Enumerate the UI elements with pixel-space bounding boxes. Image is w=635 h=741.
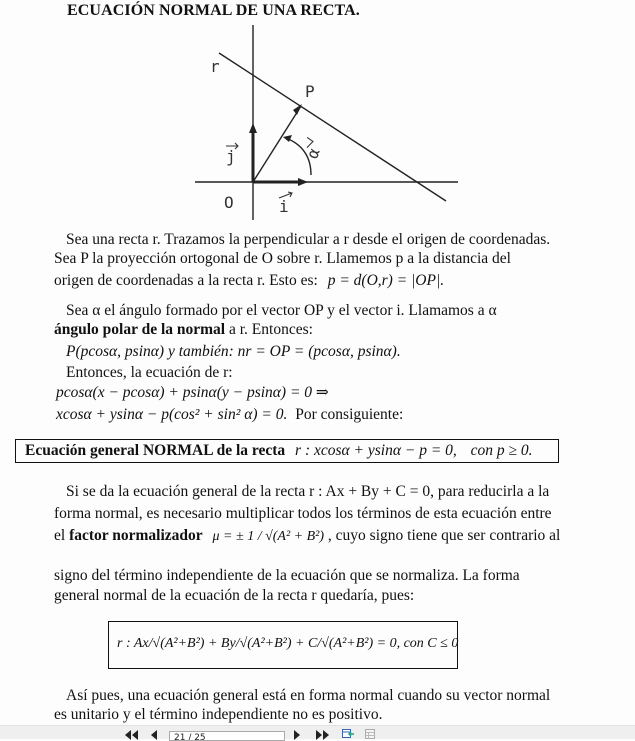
box2-formula: r : Ax/√(A²+B²) + By/√(A²+B²) + C/√(A²+B²) = 0, con C ≤ 0 xyxy=(117,636,459,651)
p2-line2-bold: ángulo polar de la normal xyxy=(54,321,226,338)
next-page-icon xyxy=(294,730,300,740)
fit-page-button[interactable] xyxy=(342,729,354,738)
p4-line3 xyxy=(54,527,560,567)
p4-line4: signo del término independiente de la ecuación que se normaliza. La forma xyxy=(54,567,520,584)
vector-diagram xyxy=(0,0,635,230)
p4-line2: forma normal, es necesario multiplicar todos los términos de esta ecuación entre xyxy=(54,505,552,522)
p2-line2-rest: a r. Entonces: xyxy=(228,321,313,338)
arrow-OP xyxy=(293,104,302,115)
first-page-icon-part xyxy=(132,730,138,740)
arrow-j xyxy=(249,123,257,133)
p3-line3-tail: Por consiguiente: xyxy=(295,406,404,423)
first-page-icon xyxy=(125,730,131,740)
box1-label: Ecuación general NORMAL de la recta xyxy=(25,442,286,459)
p4-line3-formula: μ = ± 1 / √(A² + B²) xyxy=(212,529,325,544)
p2-line2 xyxy=(54,321,313,339)
page-number-input[interactable]: 21 / 25 xyxy=(169,731,285,741)
label-alpha: α xyxy=(302,145,324,162)
p4-line1: Si se da la ecuación general de la recta r : Ax + By + C = 0, para reducirla a la xyxy=(66,483,550,500)
p1-line3 xyxy=(54,272,444,290)
box1-formula: r : xcosα + ysinα − p = 0, xyxy=(295,442,457,459)
p3-line3 xyxy=(56,406,403,424)
p1-line3-formula: p = d(O,r) = |OP|. xyxy=(327,272,445,289)
last-page-icon-part xyxy=(323,730,329,740)
p4-line3-pre: el xyxy=(54,527,66,544)
p1-line2: Sea P la proyección ortogonal de O sobre r. Llamemos p a la distancia del xyxy=(54,250,511,267)
label-i: i xyxy=(279,197,289,216)
arrow-i xyxy=(298,178,308,186)
p2-line3: P(pcosα, psinα) y también: nr = OP = (pcosα, psinα). xyxy=(66,343,401,360)
p3-line2: pcosα(x − pcosα) + psinα(y − psinα) = 0 ⇒ xyxy=(56,384,329,401)
p4-line3-bold: factor normalizador xyxy=(69,527,203,544)
label-O: O xyxy=(224,193,234,212)
general-normal-form-box xyxy=(108,621,458,669)
box1-condition: con p ≥ 0. xyxy=(470,442,533,459)
arrow-arc xyxy=(283,135,292,142)
label-P: P xyxy=(305,82,315,101)
p3-line1: Entonces, la ecuación de r: xyxy=(66,364,233,381)
label-r: r xyxy=(210,57,220,76)
prev-page-icon xyxy=(151,730,157,740)
p2-line1: Sea α el ángulo formado por el vector OP y el vector i. Llamamos a α xyxy=(66,302,497,319)
page-title: ECUACIÓN NORMAL DE UNA RECTA. xyxy=(67,2,360,19)
p5-line1: Así pues, una ecuación general está en forma normal cuando su vector normal xyxy=(66,687,551,704)
normal-equation-box xyxy=(15,439,559,463)
p4-line5: general normal de la ecuación de la recta r quedaría, pues: xyxy=(54,587,415,604)
viewer-toolbar xyxy=(0,725,635,739)
vector-OP xyxy=(253,106,301,182)
p4-line3-post: , cuyo signo tiene que ser contrario al xyxy=(327,527,561,544)
last-page-icon xyxy=(316,730,322,740)
p1-line3-text: origen de coordenadas a la recta r. Esto es: xyxy=(54,272,318,289)
p5-line2: es unitario y el término independiente no es positivo. xyxy=(54,706,383,723)
p3-line3-formula: xcosα + ysinα − p(cos² + sin² α) = 0. xyxy=(56,406,288,423)
p1-line1: Sea una recta r. Trazamos la perpendicular a r desde el origen de coordenadas. xyxy=(66,231,551,248)
grid-view-button[interactable] xyxy=(365,729,375,738)
label-j: j xyxy=(226,147,236,166)
